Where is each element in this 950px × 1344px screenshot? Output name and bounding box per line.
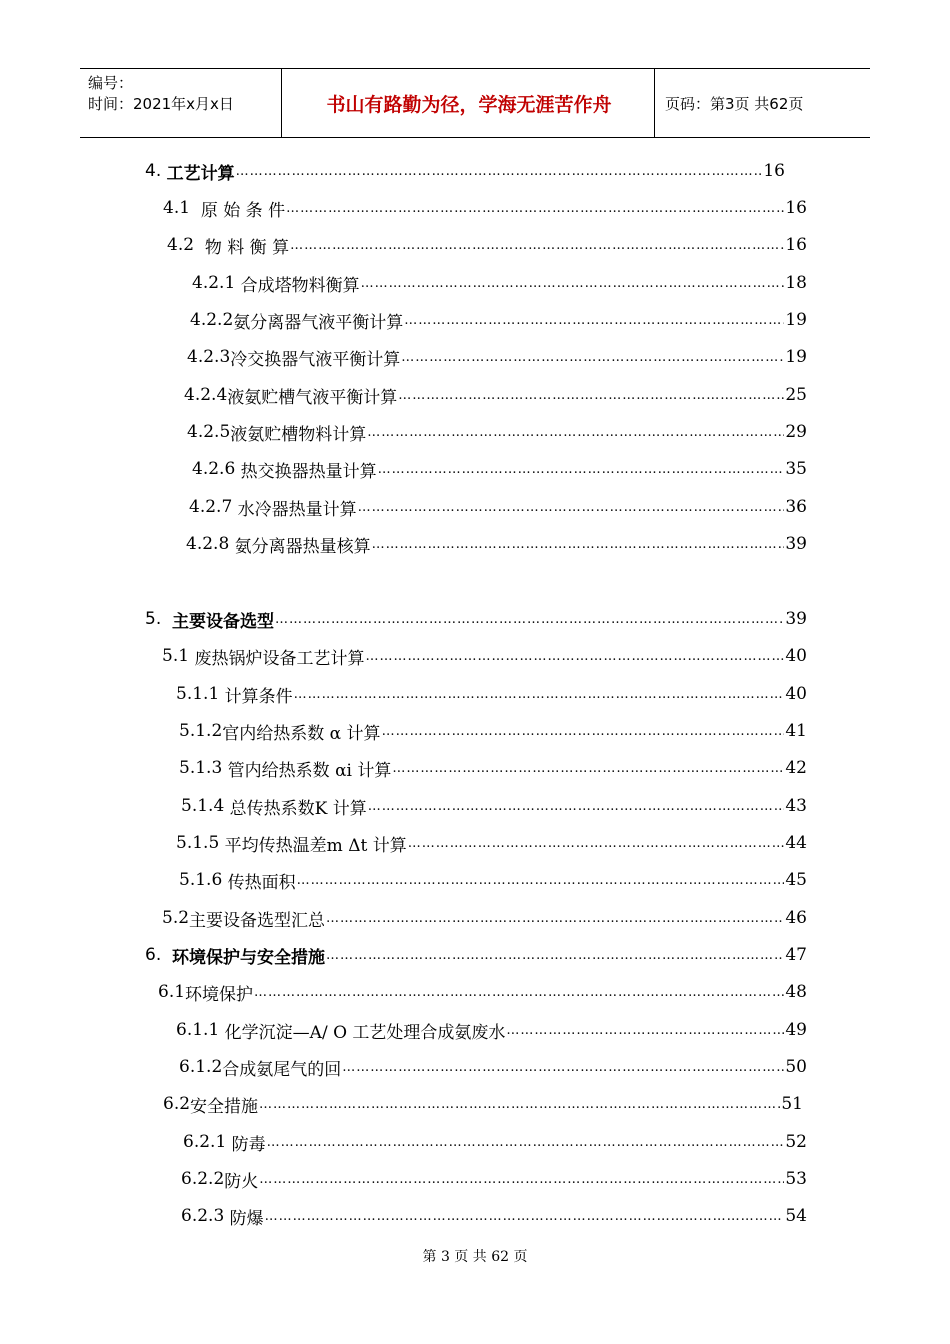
toc-number: 6. bbox=[145, 945, 162, 965]
toc-title: 防火 bbox=[224, 1171, 259, 1191]
toc-entry[interactable] bbox=[145, 607, 807, 631]
toc-page: 52 bbox=[785, 1132, 807, 1152]
toc-number: 4.1 bbox=[163, 198, 191, 218]
toc-title: 液氨贮槽物料计算 bbox=[230, 424, 367, 444]
toc-title: 环境保护与安全措施 bbox=[172, 947, 326, 967]
toc-leader bbox=[236, 164, 763, 179]
toc-entry[interactable] bbox=[181, 1204, 807, 1228]
toc-number: 4.2.6 bbox=[192, 459, 236, 479]
toc-leader bbox=[372, 537, 785, 552]
toc-title: 合成塔物料衡算 bbox=[240, 275, 360, 295]
toc-entry[interactable] bbox=[179, 1055, 807, 1079]
toc-title: 计算条件 bbox=[224, 686, 293, 706]
toc-page: 40 bbox=[785, 684, 807, 704]
toc-leader bbox=[294, 687, 785, 702]
toc-number: 4.2.3 bbox=[187, 347, 231, 367]
toc-page: 16 bbox=[763, 161, 785, 181]
toc-title: 管内给热系数 αi 计算 bbox=[227, 760, 392, 780]
header-divider bbox=[281, 69, 282, 137]
toc-title: 官内给热系数 α 计算 bbox=[222, 723, 381, 743]
page-footer: 第 3 页 共 62 页 bbox=[422, 1249, 528, 1265]
toc-page: 19 bbox=[785, 310, 807, 330]
toc-title: 平均传热温差m Δt 计算 bbox=[224, 835, 407, 855]
toc-entry[interactable] bbox=[162, 906, 807, 930]
toc-entry[interactable] bbox=[179, 756, 807, 780]
toc-page: 39 bbox=[785, 609, 807, 629]
toc-entry[interactable] bbox=[190, 308, 807, 332]
toc-entry[interactable] bbox=[192, 457, 807, 481]
toc-entry[interactable] bbox=[181, 794, 807, 818]
toc-leader bbox=[368, 799, 785, 814]
toc-page: 44 bbox=[785, 833, 807, 853]
number-label: 编号： bbox=[88, 74, 134, 92]
toc-leader bbox=[361, 276, 785, 291]
toc-number: 6.1 bbox=[158, 982, 186, 1002]
toc-entry[interactable] bbox=[179, 868, 807, 892]
toc-number: 6.1.2 bbox=[179, 1057, 223, 1077]
toc-title: 水冷器热量计算 bbox=[237, 499, 357, 519]
toc-leader bbox=[259, 1172, 784, 1187]
toc-number: 4.2.4 bbox=[184, 385, 228, 405]
toc-entry[interactable] bbox=[145, 159, 785, 183]
toc-page: 39 bbox=[785, 534, 807, 554]
toc-title: 液氨贮槽气液平衡计算 bbox=[227, 387, 398, 407]
toc-title: 热交换器热量计算 bbox=[240, 461, 377, 481]
toc-leader bbox=[358, 500, 785, 515]
toc-number: 4.2.5 bbox=[187, 422, 231, 442]
toc-leader bbox=[382, 724, 785, 739]
toc-entry[interactable] bbox=[167, 233, 807, 257]
toc-page: 42 bbox=[785, 758, 807, 778]
toc-title: 合成氨尾气的回 bbox=[222, 1059, 342, 1079]
toc-number: 4.2 bbox=[167, 235, 195, 255]
toc-number: 5.1.5 bbox=[176, 833, 220, 853]
toc-entry[interactable] bbox=[176, 682, 807, 706]
time-label: 时间：2021年x月x日 bbox=[88, 95, 234, 113]
toc-page: 43 bbox=[785, 796, 807, 816]
toc-number: 6.1.1 bbox=[176, 1020, 220, 1040]
toc-title: 氨分离器热量核算 bbox=[234, 536, 371, 556]
toc-leader bbox=[326, 911, 784, 926]
toc-leader bbox=[401, 350, 784, 365]
header-info bbox=[88, 73, 234, 115]
header-page-info: 页码：第3页 共62页 bbox=[665, 94, 804, 113]
toc-title: 安全措施 bbox=[190, 1096, 259, 1116]
toc-entry[interactable] bbox=[183, 1130, 807, 1154]
toc-number: 4.2.8 bbox=[186, 534, 230, 554]
toc-entry[interactable] bbox=[179, 719, 807, 743]
header-divider bbox=[654, 69, 655, 137]
toc-number: 5.1 bbox=[162, 646, 190, 666]
toc-title: 环境保护 bbox=[185, 984, 254, 1004]
toc-page: 50 bbox=[785, 1057, 807, 1077]
toc-entry[interactable] bbox=[189, 495, 807, 519]
toc-number: 5.2 bbox=[162, 908, 190, 928]
toc-number: 4.2.7 bbox=[189, 497, 233, 517]
toc-leader bbox=[398, 388, 784, 403]
toc-entry[interactable] bbox=[158, 980, 807, 1004]
toc-entry[interactable] bbox=[163, 196, 807, 220]
toc-page: 53 bbox=[785, 1169, 807, 1189]
toc-page: 19 bbox=[785, 347, 807, 367]
toc-title: 主要设备选型汇总 bbox=[189, 910, 326, 930]
toc-page: 54 bbox=[785, 1206, 807, 1226]
toc-entry[interactable] bbox=[187, 345, 807, 369]
toc-page: 47 bbox=[785, 945, 807, 965]
toc-page: 36 bbox=[785, 497, 807, 517]
toc-number: 4.2.1 bbox=[192, 273, 236, 293]
toc-leader bbox=[326, 948, 784, 963]
toc-page: 48 bbox=[785, 982, 807, 1002]
toc-leader bbox=[297, 873, 785, 888]
toc-title: 冷交换器气液平衡计算 bbox=[230, 349, 401, 369]
toc-entry[interactable] bbox=[145, 943, 807, 967]
toc-page: 16 bbox=[785, 198, 807, 218]
toc-leader bbox=[404, 313, 784, 328]
toc-title: 防毒 bbox=[231, 1134, 266, 1154]
toc-number: 4. bbox=[145, 161, 162, 181]
toc-title: 防爆 bbox=[229, 1208, 264, 1228]
toc-leader bbox=[367, 425, 784, 440]
toc-leader bbox=[265, 1209, 785, 1224]
toc-number: 5.1.4 bbox=[181, 796, 225, 816]
toc-title: 化学沉淀—A/ O 工艺处理合成氨废水 bbox=[224, 1022, 506, 1042]
toc-leader bbox=[290, 238, 784, 253]
toc-title: 主要设备选型 bbox=[172, 611, 275, 631]
toc-title: 物 料 衡 算 bbox=[204, 237, 290, 257]
toc-page: 46 bbox=[785, 908, 807, 928]
toc-leader bbox=[506, 1023, 784, 1038]
toc-number: 6.2 bbox=[163, 1094, 191, 1114]
toc-entry[interactable] bbox=[163, 1092, 803, 1116]
toc-leader bbox=[342, 1060, 784, 1075]
toc-leader bbox=[267, 1135, 785, 1150]
toc-page: 40 bbox=[785, 646, 807, 666]
toc-entry[interactable] bbox=[176, 831, 807, 855]
toc-entry[interactable] bbox=[187, 420, 807, 444]
toc-title: 氨分离器气液平衡计算 bbox=[233, 312, 404, 332]
toc-number: 6.2.2 bbox=[181, 1169, 225, 1189]
toc-page: 16 bbox=[785, 235, 807, 255]
page-header bbox=[80, 68, 870, 138]
toc-number: 4.2.2 bbox=[190, 310, 234, 330]
toc-number: 5.1.6 bbox=[179, 870, 223, 890]
toc-entry[interactable] bbox=[184, 383, 807, 407]
toc-page: 29 bbox=[785, 422, 807, 442]
toc-leader bbox=[275, 612, 784, 627]
toc-leader bbox=[259, 1097, 780, 1112]
toc-title: 传热面积 bbox=[227, 872, 296, 892]
toc-title: 总传热系数K 计算 bbox=[229, 798, 367, 818]
toc-page: 25 bbox=[785, 385, 807, 405]
toc-number: 5.1.1 bbox=[176, 684, 220, 704]
toc-number: 5.1.2 bbox=[179, 721, 223, 741]
toc-page: 41 bbox=[785, 721, 807, 741]
toc-page: 18 bbox=[785, 273, 807, 293]
toc-number: 6.2.1 bbox=[183, 1132, 227, 1152]
toc-leader bbox=[392, 761, 784, 776]
header-motto: 书山有路勤为径，学海无涯苦作舟 bbox=[326, 93, 612, 116]
toc-entry[interactable] bbox=[181, 1167, 807, 1191]
toc-leader bbox=[286, 201, 784, 216]
toc-number: 6.2.3 bbox=[181, 1206, 225, 1226]
toc-title: 废热锅炉设备工艺计算 bbox=[194, 648, 365, 668]
toc-number: 5.1.3 bbox=[179, 758, 223, 778]
toc-entry[interactable] bbox=[192, 271, 807, 295]
toc-number: 5. bbox=[145, 609, 162, 629]
toc-page: 35 bbox=[785, 459, 807, 479]
toc-entry[interactable] bbox=[162, 644, 807, 668]
toc-leader bbox=[408, 836, 785, 851]
toc-leader bbox=[378, 462, 785, 477]
toc-page: 51 bbox=[781, 1094, 803, 1114]
toc-page: 45 bbox=[785, 870, 807, 890]
toc-title: 原 始 条 件 bbox=[200, 200, 286, 220]
toc-leader bbox=[365, 649, 784, 664]
toc-entry[interactable] bbox=[176, 1018, 807, 1042]
toc-leader bbox=[254, 985, 784, 1000]
toc-title: 工艺计算 bbox=[166, 163, 235, 183]
toc-entry[interactable] bbox=[186, 532, 807, 556]
toc-page: 49 bbox=[785, 1020, 807, 1040]
